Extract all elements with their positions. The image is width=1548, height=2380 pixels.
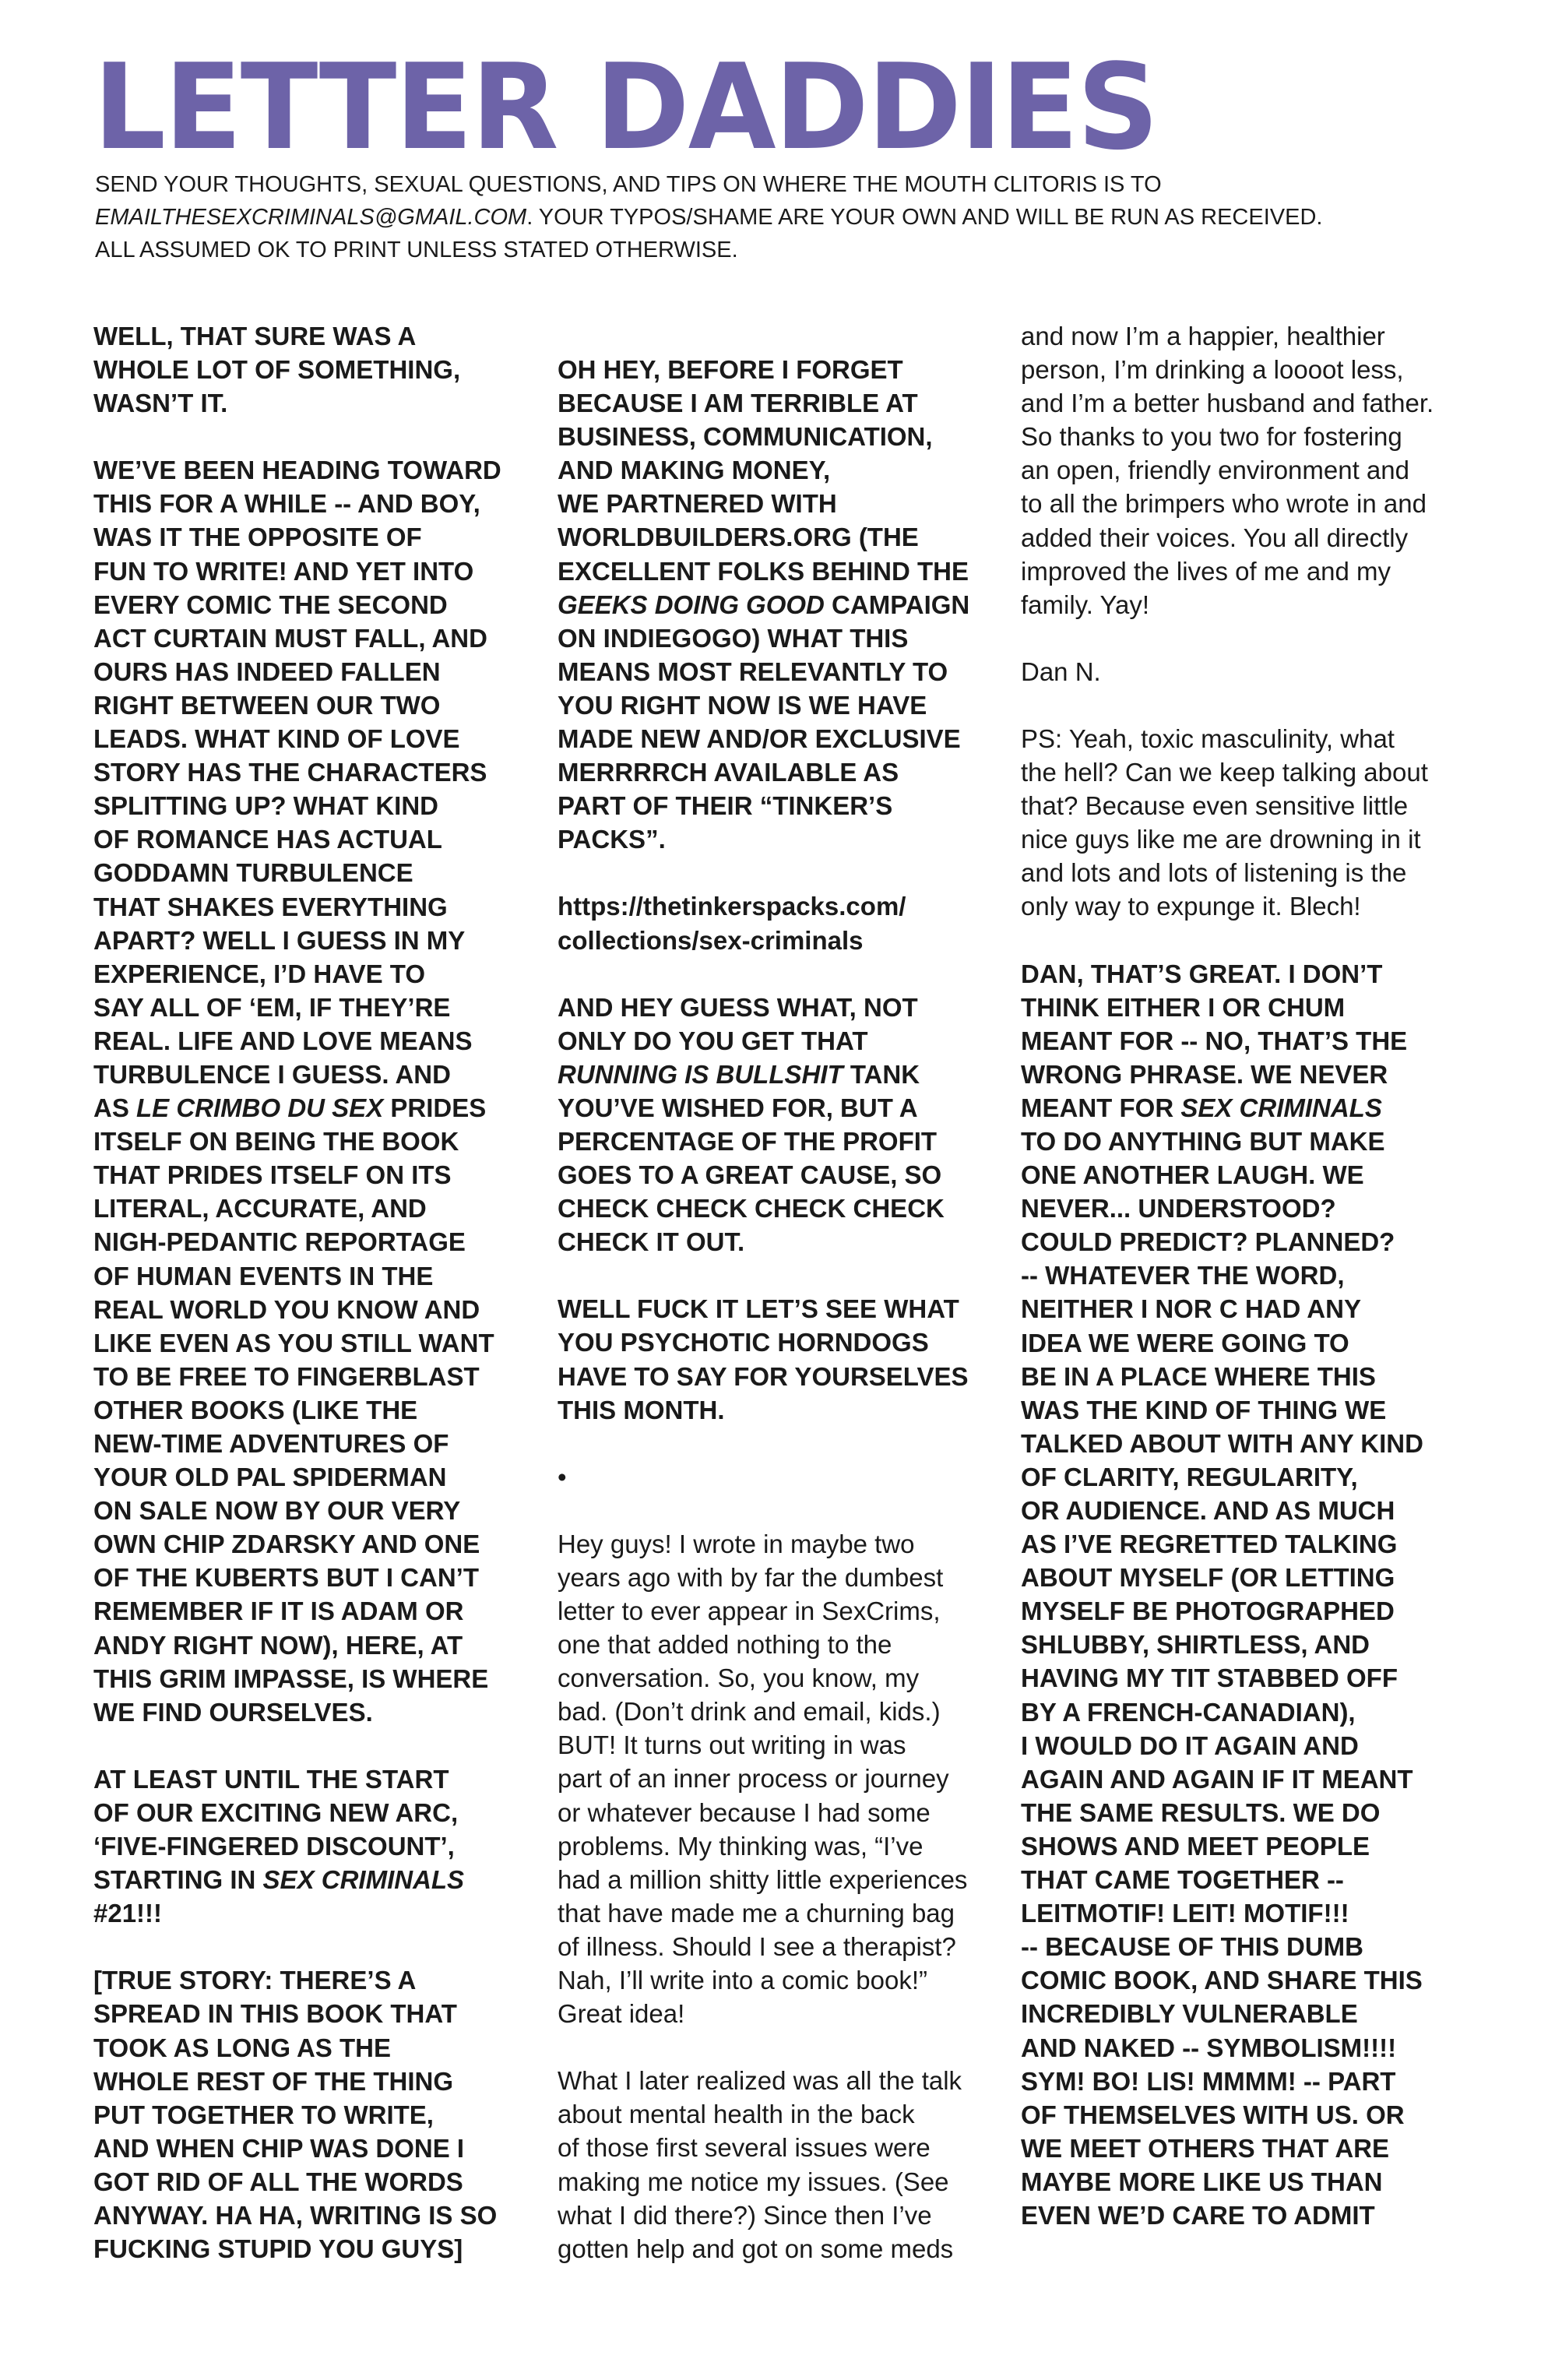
editor-paragraph-2-title: LE CRIMBO DU SEX [136, 1093, 384, 1123]
tank-paragraph-start: AND HEY GUESS WHAT, NOT ONLY DO YOU GET THAT [558, 992, 918, 1055]
instructions-line-1: SEND YOUR THOUGHTS, SEXUAL QUESTIONS, AND TIPS ON WHERE THE MOUTH CLITORIS IS TO [95, 172, 1162, 197]
column-2 [558, 353, 1009, 2299]
letters-intro-paragraph: WELL FUCK IT LET’S SEE WHAT YOU PSYCHOTIC HORNDOGS HAVE TO SAY FOR YOURSELVES THIS MONTH. [558, 1294, 969, 1424]
editor-reply-title: SEX CRIMINALS [1180, 1093, 1382, 1122]
letter-paragraph-3: and now I’m a happier, healthier person, I’m drinking a loooot less, and I’m a better husband and father. So thanks to you two for fostering an open, friendly environment and to all the brimpers who wrote in and added their voices. You all directly improved the lives of me and my family. Yay! [1021, 322, 1434, 619]
instructions-line-3: ALL ASSUMED OK TO PRINT UNLESS STATED OTHERWISE. [95, 238, 738, 262]
instructions-line-2-rest: . YOUR TYPOS/SHAME ARE YOUR OWN AND WILL BE RUN AS RECEIVED. [526, 205, 1323, 230]
editor-paragraph-3-start: AT LEAST UNTIL THE START OF OUR EXCITING NEW ARC, ‘FIVE-FINGERED DISCOUNT’, STARTING IN [93, 1764, 459, 1895]
announcement-campaign-name: GEEKS DOING GOOD [558, 590, 825, 619]
instructions-line-2 [95, 201, 1497, 234]
tank-name: RUNNING IS BULLSHIT [558, 1059, 843, 1089]
tank-paragraph [558, 991, 1009, 1259]
tank-paragraph-end: TANK YOU’VE WISHED FOR, BUT A PERCENTAGE OF THE PROFIT GOES TO A GREAT CAUSE, SO CHECK CHECK CHECK CHECK CHECK IT OUT. [558, 1059, 945, 1257]
editor-paragraph-2 [93, 453, 529, 1729]
page-title: LETTER DADDIES [93, 38, 1158, 176]
tinkers-packs-link[interactable]: https://thetinkerspacks.com/ collections/sex-criminals [558, 892, 906, 955]
section-bullet: • [558, 1462, 567, 1491]
column-3 [1021, 319, 1472, 2266]
contact-email: EMAILTHESEXCRIMINALS@GMAIL.COM [95, 205, 527, 230]
editor-reply-start: DAN, THAT’S GREAT. I DON’T THINK EITHER I OR CHUM MEANT FOR -- NO, THAT’S THE WRONG PHRASE. WE NEVER MEANT FOR [1021, 959, 1408, 1122]
editor-paragraph-3 [93, 1762, 529, 1930]
editor-paragraph-4: [TRUE STORY: THERE’S A SPREAD IN THIS BOOK THAT TOOK AS LONG AS THE WHOLE REST OF THE THING PUT TOGETHER TO WRITE, AND WHEN CHIP WAS DONE I GOT RID OF ALL THE WORDS ANYWAY. HA HA, WRITING IS SO FUCKING STUPID YOU GUYS] [93, 1966, 498, 2264]
column-1 [93, 319, 529, 2299]
announcement-start: OH HEY, BEFORE I FORGET BECAUSE I AM TERRIBLE AT BUSINESS, COMMUNICATION, AND MAKING MONEY, WE PARTNERED WITH WORLDBUILDERS.ORG (THE EXCELLENT FOLKS BEHIND THE [558, 355, 969, 586]
announcement-end: CAMPAIGN ON INDIEGOGO) WHAT THIS MEANS MOST RELEVANTLY TO YOU RIGHT NOW IS WE HAVE MADE NEW AND/OR EXCLUSIVE MERRRRCH AVAILABLE AS PART OF THEIR “TINKER’S PACKS”. [558, 590, 970, 854]
editor-paragraph-3-end: #21!!! [93, 1899, 163, 1928]
editor-paragraph-3-title: SEX CRIMINALS [262, 1865, 465, 1895]
announcement-paragraph [558, 353, 1009, 856]
letter-signature: Dan N. [1021, 657, 1101, 686]
letter-paragraph-2: What I later realized was all the talk about mental health in the back of those first several issues were making me notice my issues. (See what I did there?) Since then I’ve gotten help and got on some meds [558, 2066, 962, 2263]
letter-paragraph-1: Hey guys! I wrote in maybe two years ago with by far the dumbest letter to ever appear in SexCrims, one that added nothing to the conversation. So, you know, my bad. (Don’t drink and email, kids.) BUT! It turns out writing in was part of an inner process or journey or whatever because I had some problems. My thinking was, “I’ve had a million shitty little experiences that have made me a churning bag of illness. Should I see a therapist? Nah, I’ll write into a comic book!” Great idea! [558, 1529, 968, 2029]
editor-paragraph-2-start: WE’VE BEEN HEADING TOWARD THIS FOR A WHILE -- AND BOY, WAS IT THE OPPOSITE OF FUN TO WRITE! AND YET INTO EVERY COMIC THE SECOND ACT CURTAIN MUST FALL, AND OURS HAS INDEED FALLEN RIGHT BETWEEN OUR TWO LEADS. WHAT KIND OF LOVE STORY HAS THE CHARACTERS SPLITTING UP? WHAT KIND OF ROMANCE HAS ACTUAL GODDAMN TURBULENCE THAT SHAKES EVERYTHING APART? WELL I GUESS IN MY EXPERIENCE, I’D HAVE TO SAY ALL OF ‘EM, IF THEY’RE REAL. LIFE AND LOVE MEANS TURBULENCE I GUESS. AND AS [93, 456, 501, 1123]
editor-paragraph-2-end: PRIDES ITSELF ON BEING THE BOOK THAT PRIDES ITSELF ON ITS LITERAL, ACCURATE, AND NIGH-PEDANTIC REPORTAGE OF HUMAN EVENTS IN THE REAL WORLD YOU KNOW AND LIKE EVEN AS YOU STILL WANT TO BE FREE TO FINGERBLAST OTHER BOOKS (LIKE THE NEW-TIME ADVENTURES OF YOUR OLD PAL SPIDERMAN ON SALE NOW BY OUR VERY OWN CHIP ZDARSKY AND ONE OF THE KUBERTS BUT I CAN’T REMEMBER IF IT IS ADAM OR ANDY RIGHT NOW), HERE, AT THIS GRIM IMPASSE, IS WHERE WE FIND OURSELVES. [93, 1093, 494, 1727]
letter-postscript: PS: Yeah, toxic masculinity, what the hell? Can we keep talking about that? Because even sensitive little nice guys like me are drowning in it and lots and lots of listening is the only way to expunge it. Blech! [1021, 724, 1428, 921]
editor-intro-paragraph: WELL, THAT SURE WAS A WHOLE LOT OF SOMETHING, WASN’T IT. [93, 322, 461, 418]
editor-reply [1021, 957, 1472, 2233]
editor-reply-end: TO DO ANYTHING BUT MAKE ONE ANOTHER LAUGH. WE NEVER... UNDERSTOOD? COULD PREDICT? PLANNED? -- WHATEVER THE WORD, NEITHER I NOR C HAD ANY IDEA WE WERE GOING TO BE IN A PLACE WHERE THIS WAS THE KIND OF THING WE TALKED ABOUT WITH ANY KIND OF CLARITY, REGULARITY, OR AUDIENCE. AND AS MUCH AS I’VE REGRETTED TALKING ABOUT MYSELF (OR LETTING MYSELF BE PHOTOGRAPHED SHLUBBY, SHIRTLESS, AND HAVING MY TIT STABBED OFF BY A FRENCH-CANADIAN), I WOULD DO IT AGAIN AND AGAIN AND AGAIN IF IT MEANT THE SAME RESULTS. WE DO SHOWS AND MEET PEOPLE THAT CAME TOGETHER -- LEITMOTIF! LEIT! MOTIF!!! -- BECAUSE OF THIS DUMB COMIC BOOK, AND SHARE THIS INCREDIBLY VULNERABLE AND NAKED -- SYMBOLISM!!!! SYM! BO! LIS! MMMM! -- PART OF THEMSELVES WITH US. OR WE MEET OTHERS THAT ARE MAYBE MORE LIKE US THAN EVEN WE’D CARE TO ADMIT [1021, 1126, 1423, 2230]
submission-instructions [95, 168, 1497, 266]
